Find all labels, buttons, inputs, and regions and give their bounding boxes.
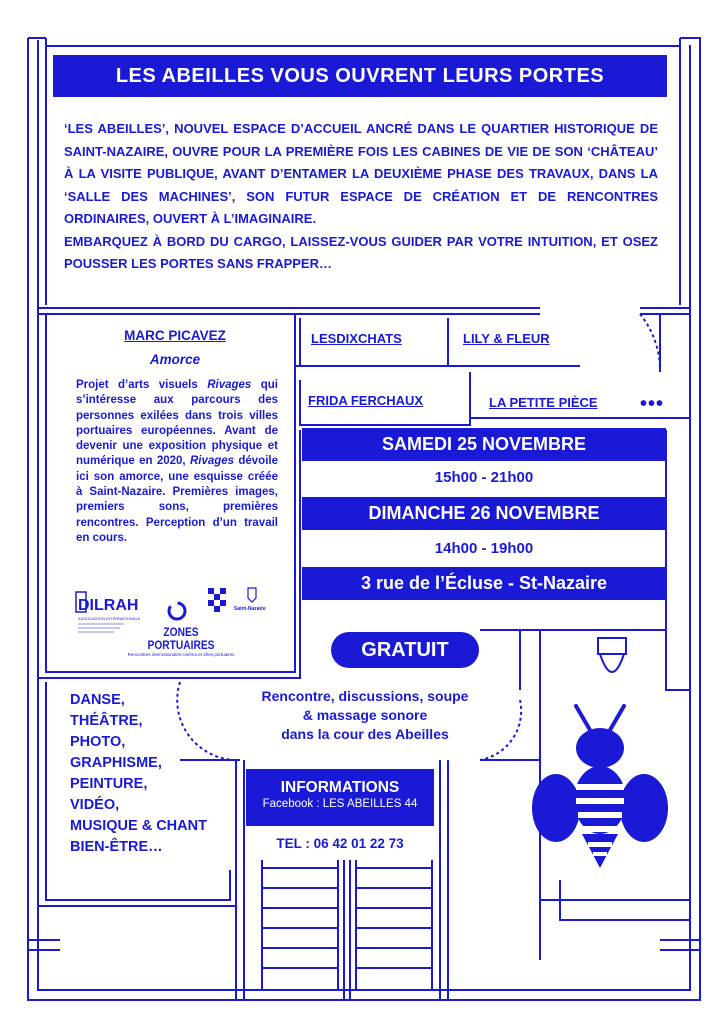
tag-frida-ferchaux: FRIDA FERCHAUX [308,393,424,408]
artist-desc-rivages-1: Rivages [207,379,252,391]
intro-text [64,118,658,276]
info-telephone: TEL : 06 42 01 22 73 [276,836,404,851]
zones-portuaires-subtitle: Rencontres internationales cinéma et villes portuaires [127,652,235,657]
cour-text [200,687,530,744]
info-facebook: Facebook : LES ABEILLES 44 [262,798,418,810]
hours-saturday: 15h00 - 21h00 [434,469,534,486]
discipline-item: PHOTO, [70,734,126,750]
dilrah-logo-text: DILRAH [78,597,139,614]
zones-portuaires-icon [166,600,188,622]
tag-lily-fleur: LILY & FLEUR [463,331,550,346]
artist-desc-part-b: qui s’intéresse aux parcours des personnes exilées dans trois villes portuaires européennes. Avant de devenir une exposition physique et numérique en 2020, [76,379,278,468]
page-title: LES ABEILLES VOUS OUVRENT LEURS PORTES [53,55,667,97]
tag-lesdixchats: LESDIXCHATS [311,331,402,346]
discipline-item: GRAPHISME, [70,755,162,771]
artist-name: MARC PICAVEZ [124,328,226,343]
gratuit-badge: GRATUIT [331,632,479,668]
saint-nazaire-logo-text: Saint-Nazaire [234,606,266,612]
tag-la-petite-piece: LA PETITE PIÈCE [489,395,598,410]
artist-desc-rivages-2: Rivages [189,455,235,468]
address-band: 3 rue de l’Écluse - St-Nazaire [302,567,666,600]
cour-line-2: & massage sonore [302,707,428,723]
disciplines-list [70,690,207,858]
discipline-item: THÉÂTRE, [70,713,143,729]
discipline-item: PEINTURE, [70,776,148,792]
bee-icon [532,700,668,872]
pixel-logo [208,588,226,614]
more-dots: ••• [640,393,665,415]
discipline-item: BIEN-ÊTRE… [70,839,163,855]
saint-nazaire-logo [232,586,272,614]
discipline-item: DANSE, [70,692,125,708]
zones-portuaires-title: ZONES PORTUAIRES [147,625,215,652]
intro-paragraph-1: ‘LES ABEILLES’, NOUVEL ESPACE D’ACCUEIL ANCRÉ DANS LE QUARTIER HISTORIQUE DE SAINT-NAZAIRE, OUVRE POUR LA PREMIÈRE FOIS LES CABINES DE VIE DE SON ‘CHÂTEAU’ À LA VISITE PUBLIQUE, AVANT D’ENTAMER LA DEUXIÈME PHASE DES TRAVAUX, DANS LA ‘SALLE DES MACHINES’, SON FUTUR ESPACE DE CRÉATION ET DE RENCONTRES ORDINAIRES, OUVERT À L’IMAGINAIRE. [64,121,658,226]
dilrah-logo-subtext: ASSOCIATION INTERNATIONALE [78,616,141,621]
cour-line-1: Rencontre, discussions, soupe [261,688,469,704]
info-title: INFORMATIONS [280,779,400,796]
discipline-item: MUSIQUE & CHANT [70,818,207,834]
artist-description [76,378,278,546]
cour-line-3: dans la cour des Abeilles [281,726,449,742]
artist-subtitle: Amorce [149,352,201,367]
artist-desc-part-a: Projet d’arts visuels [76,379,208,391]
discipline-item: VIDÉO, [70,797,120,813]
artist-desc-part-c: dévoile ici son amorce, une esquisse créée à Saint-Nazaire. Premières images, premiers sons, premières rencontres. Perception d’un travail en cours. [76,455,278,544]
info-box [246,769,434,826]
hours-sunday: 14h00 - 19h00 [434,540,534,557]
intro-paragraph-2: EMBARQUEZ À BORD DU CARGO, LAISSEZ-VOUS GUIDER PAR VOTRE INTUITION, ET OSEZ POUSSER LES PORTES SANS FRAPPER… [64,233,658,271]
date-sunday: DIMANCHE 26 NOVEMBRE [302,497,666,530]
zones-portuaires-logo [126,626,236,658]
date-saturday: SAMEDI 25 NOVEMBRE [302,428,666,461]
